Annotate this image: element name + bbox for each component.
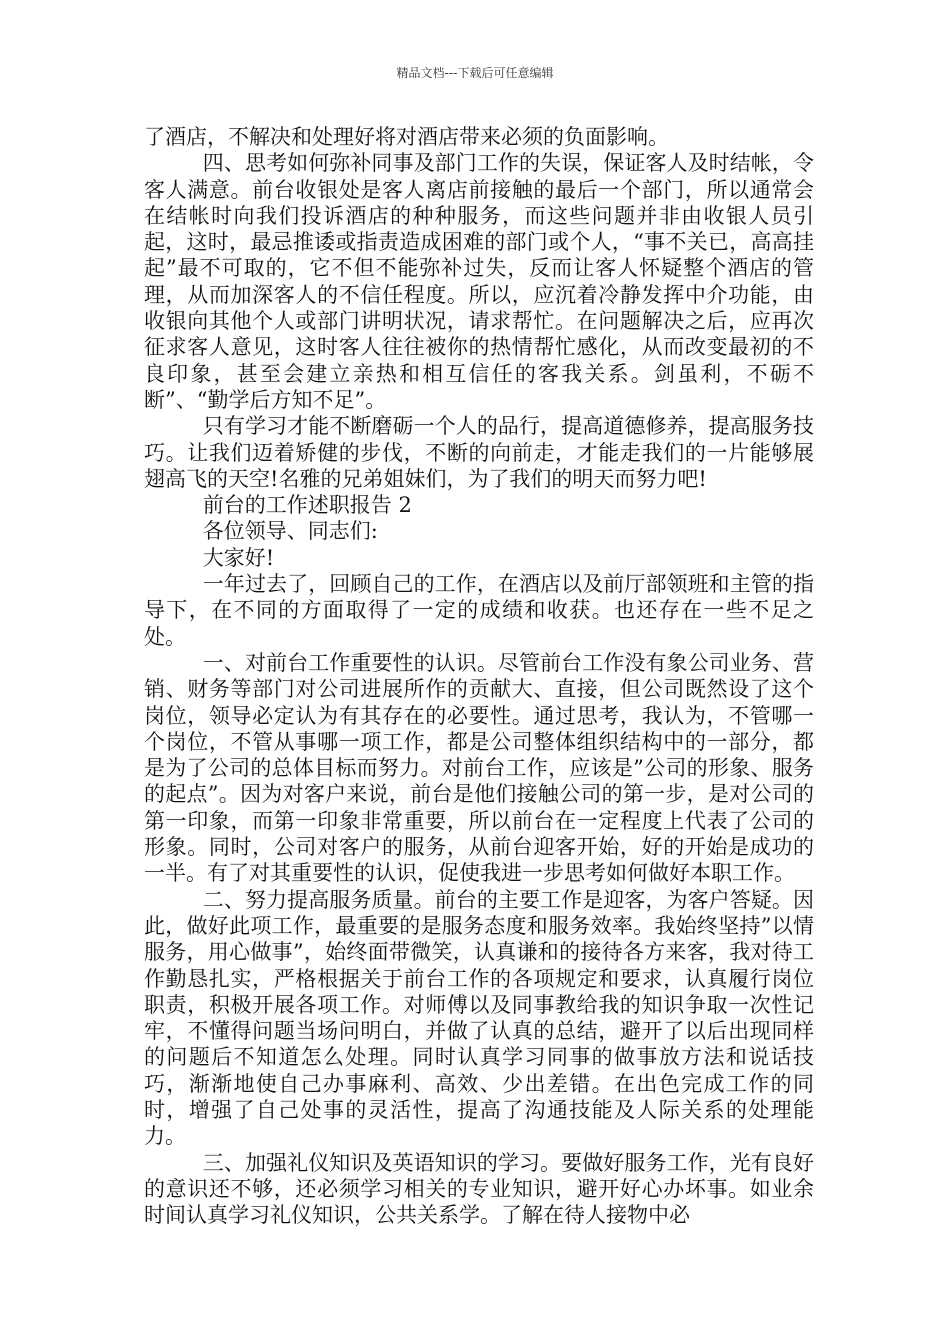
greeting: 大家好! (202, 545, 275, 570)
salutation: 各位领导、同志们: (202, 519, 378, 544)
paragraph-closing: 只有学习才能不断磨砺一个人的品行，提高道德修养，提高服务技巧。让我们迈着矫健的步伐，不断的向前走，才能走我们的一片能够展翅高飞的天空!名雅的兄弟姐妹们，为了我们的明天而努力吧! (144, 414, 814, 491)
paragraph-point-three: 三、加强礼仪知识及英语知识的学习。要做好服务工作，光有良好的意识还不够，还必须学习相关的专业知识，避开好心办坏事。如业余时间认真学习礼仪知识，公共关系学。了解在待人接物中必 (144, 1150, 814, 1228)
document-body (144, 124, 814, 1228)
paragraph-intro: 一年过去了，回顾自己的工作，在酒店以及前厅部领班和主管的指导下，在不同的方面取得了一定的成绩和收获。也还存在一些不足之处。 (144, 572, 814, 649)
paragraph-point-four: 四、思考如何弥补同事及部门工作的失误，保证客人及时结帐，令客人满意。前台收银处是客人离店前接触的最后一个部门，所以通常会在结帐时向我们投诉酒店的种种服务，而这些问题并非由收银人员引起，这时，最忌推诿或指责造成困难的部门或个人，“事不关已，高高挂起”最不可取的，它不但不能弥补过失，反而让客人怀疑整个酒店的管理，从而加深客人的不信任程度。所以，应沉着冷静发挥中介功能，由收银向其他个人或部门讲明状况，请求帮忙。在问题解决之后，应再次征求客人意见，这时客人往往被你的热情帮忙感化，从而改变最初的不良印象，甚至会建立亲热和相互信任的客我关系。剑虽利，不砺不断”、“勤学后方知不足”。 (144, 151, 814, 412)
paragraph-continuation: 了酒店，不解决和处理好将对酒店带来必须的负面影响。 (144, 125, 669, 149)
report-title: 前台的工作述职报告 2 (202, 493, 412, 518)
paragraph-point-two: 二、努力提高服务质量。前台的主要工作是迎客，为客户答疑。因此，做好此项工作，最重要的是服务态度和服务效率。我始终坚持”以情服务，用心做事”，始终面带微笑，认真谦和的接待各方来客，我对待工作勤恳扎实，严格根据关于前台工作的各项规定和要求，认真履行岗位职责，积极开展各项工作。对师傅以及同事教给我的知识争取一次性记牢，不懂得问题当场问明白，并做了认真的总结，避开了以后出现同样的问题后不知道怎么处理。同时认真学习同事的做事放方法和说话技巧，渐渐地使自己办事麻利、高效、少出差错。在出色完成工作的同时，增强了自己处事的灵活性，提高了沟通技能及人际关系的处理能力。 (144, 887, 814, 1149)
paragraph-point-one: 一、对前台工作重要性的认识。尽管前台工作没有象公司业务、营销、财务等部门对公司进展所作的贡献大、直接，但公司既然设了这个岗位，领导必定认为有其存在的必要性。通过思考，我认为，不管哪一个岗位，不管从事哪一项工作，都是公司整体组织结构中的一部分，都是为了公司的总体目标而努力。对前台工作，应该是”公司的形象、服务的起点”。因为对客户来说，前台是他们接触公司的第一步，是对公司的第一印象，而第一印象非常重要，所以前台在一定程度上代表了公司的形象。同时，公司对客户的服务，从前台迎客开始，好的开始是成功的一半。有了对其重要性的认识，促使我进一步思考如何做好本职工作。 (144, 650, 814, 886)
page-header: 精品文档---下载后可任意编辑 (396, 66, 554, 80)
